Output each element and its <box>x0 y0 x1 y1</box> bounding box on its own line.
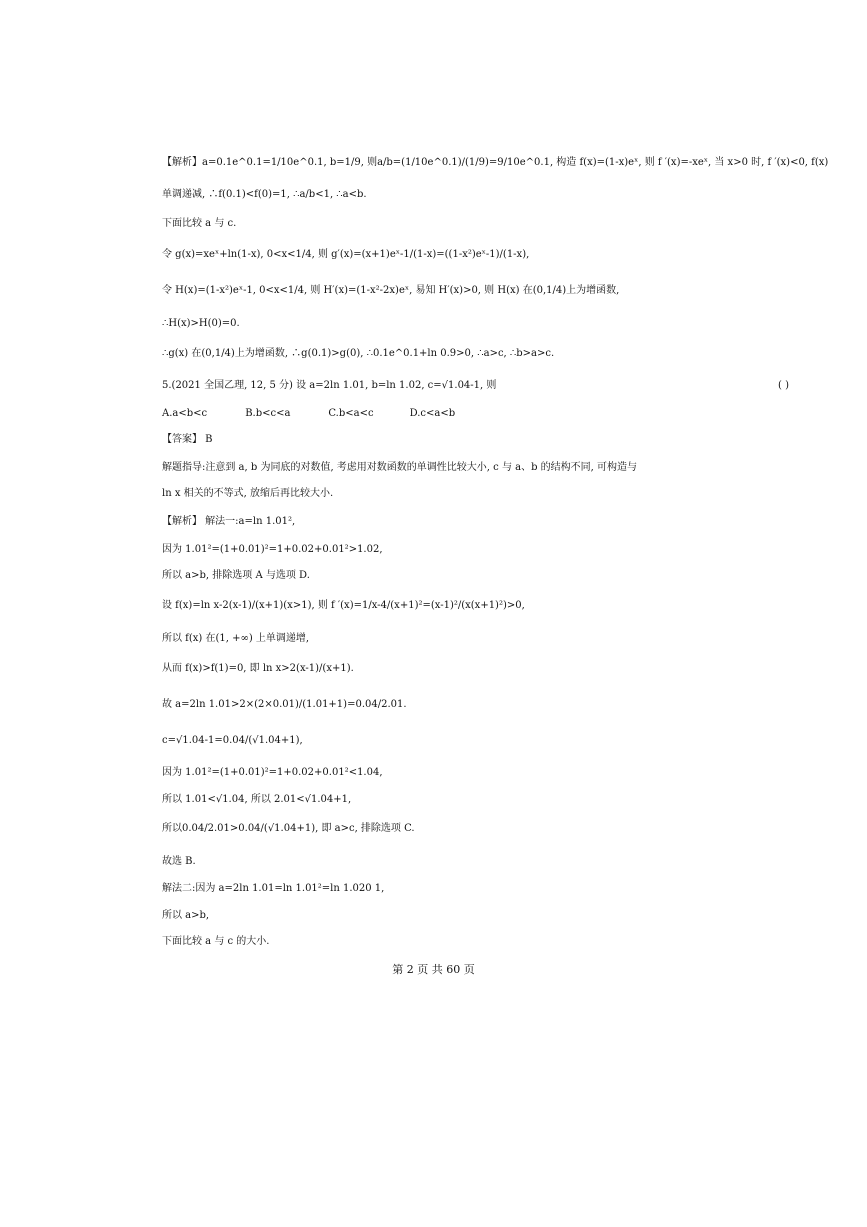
option-d: D.c<a<b <box>409 408 456 419</box>
page-footer: 第 2 页 共 60 页 <box>392 963 475 976</box>
text-line-19: 故 a=2ln 1.01>2×(2×0.01)/(1.01+1)=0.04/2.01. <box>162 699 407 710</box>
option-a: A.a<b<c <box>162 408 208 419</box>
text-line-6: ∴H(x)>H(0)=0. <box>162 318 240 329</box>
question-text: 5.(2021 全国乙理, 12, 5 分) 设 a=2ln 1.01, b=ln 1.02, c=√1.04-1, 则 <box>162 380 497 391</box>
text-line-21: 因为 1.01²=(1+0.01)²=1+0.02+0.01²<1.04, <box>162 767 383 778</box>
text-line-25: 解法二:因为 a=2ln 1.01=ln 1.01²=ln 1.020 1, <box>162 883 385 894</box>
text-line-18: 从而 f(x)>f(1)=0, 即 ln x>2(x-1)/(x+1). <box>162 663 354 674</box>
text-line-13: 【解析】 解法一:a=ln 1.01², <box>162 516 296 527</box>
text-line-23: 所以0.04/2.01>0.04/(√1.04+1), 即 a>c, 排除选项 C. <box>162 823 415 834</box>
text-line-11: 解题指导:注意到 a, b 为同底的对数值, 考虑用对数函数的单调性比较大小, c 与 a、b 的结构不同, 可构造与 <box>162 462 638 473</box>
text-line-1: 【解析】a=0.1e^0.1=1/10e^0.1, b=1/9, 则a/b=(1/10e^0.1)/(1/9)=9/10e^0.1, 构造 f(x)=(1-x)eˣ, 则 f ′(x)=-xeˣ, 当 x>0 时, f ′(x)<0, f(x) <box>162 157 829 168</box>
text-line-5: 令 H(x)=(1-x²)eˣ-1, 0<x<1/4, 则 H′(x)=(1-x²-2x)eˣ, 易知 H′(x)>0, 则 H(x) 在(0,1/4)上为增函数, <box>162 285 620 296</box>
options-row <box>162 408 455 420</box>
text-line-16: 设 f(x)=ln x-2(x-1)/(x+1)(x>1), 则 f ′(x)=1/x-4/(x+1)²=(x-1)²/(x(x+1)²)>0, <box>162 600 525 611</box>
text-line-7: ∴g(x) 在(0,1/4)上为增函数, ∴g(0.1)>g(0), ∴0.1e^0.1+ln 0.9>0, ∴a>c, ∴b>a>c. <box>162 348 555 359</box>
text-line-3: 下面比较 a 与 c. <box>162 218 237 229</box>
text-line-24: 故选 B. <box>162 856 196 867</box>
text-line-17: 所以 f(x) 在(1, +∞) 上单调递增, <box>162 633 310 644</box>
text-line-14: 因为 1.01²=(1+0.01)²=1+0.02+0.01²>1.02, <box>162 544 383 555</box>
text-line-12: ln x 相关的不等式, 放缩后再比较大小. <box>162 488 334 499</box>
text-line-15: 所以 a>b, 排除选项 A 与选项 D. <box>162 570 310 581</box>
answer-blank: ( ) <box>778 380 789 391</box>
text-line-22: 所以 1.01<√1.04, 所以 2.01<√1.04+1, <box>162 794 352 805</box>
text-line-2: 单调递减, ∴f(0.1)<f(0)=1, ∴a/b<1, ∴a<b. <box>162 189 367 200</box>
option-b: B.b<c<a <box>245 408 291 419</box>
text-line-4: 令 g(x)=xeˣ+ln(1-x), 0<x<1/4, 则 g′(x)=(x+1)eˣ-1/(1-x)=((1-x²)eˣ-1)/(1-x), <box>162 249 530 260</box>
answer-line: 【答案】 B <box>162 434 213 445</box>
question-stem <box>162 380 789 392</box>
text-line-26: 所以 a>b, <box>162 910 210 921</box>
text-line-20: c=√1.04-1=0.04/(√1.04+1), <box>162 735 303 746</box>
option-c: C.b<a<c <box>328 408 374 419</box>
text-line-27: 下面比较 a 与 c 的大小. <box>162 936 270 947</box>
